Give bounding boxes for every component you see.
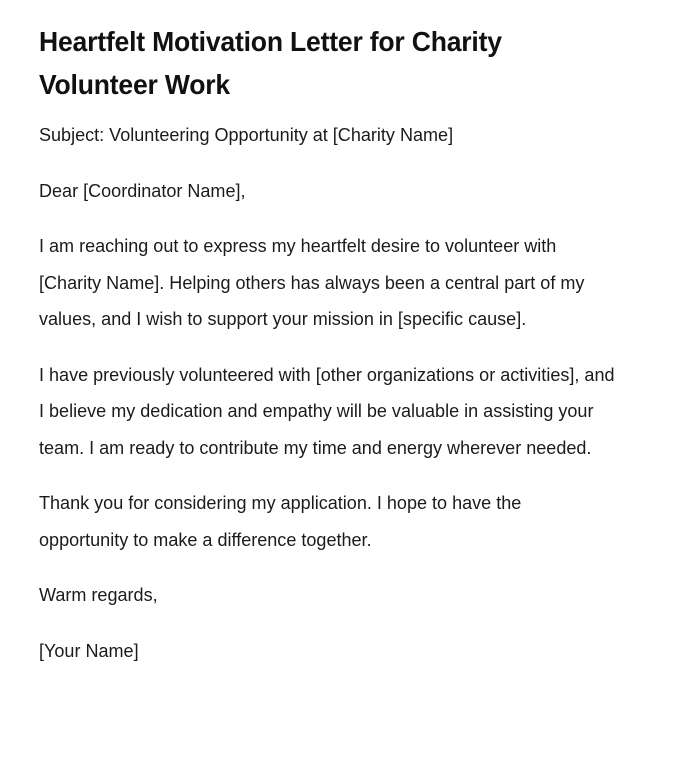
letter-paragraph-experience: I have previously volunteered with [other organizations or activities], and I believe my dedication and empathy will be valuable in assisting your team. I am ready to contribute my time and energy wherever needed.	[39, 363, 615, 458]
letter-body	[39, 106, 630, 669]
page-title: Heartfelt Motivation Letter for Charity Volunteer Work	[39, 26, 502, 100]
letter-signoff: Warm regards,	[39, 584, 158, 605]
letter-paragraph-closing: Thank you for considering my application. I hope to have the opportunity to make a difference together.	[39, 492, 522, 550]
letter-signature-name: [Your Name]	[39, 639, 139, 661]
letter-salutation: Dear [Coordinator Name],	[39, 179, 246, 201]
letter-subject-line: Subject: Volunteering Opportunity at [Charity Name]	[39, 124, 454, 145]
letter-paragraph-intro: I am reaching out to express my heartfelt desire to volunteer with [Charity Name]. Helping others has always been a central part of my values, and I wish to support your mission in [specific cause].	[39, 235, 585, 329]
